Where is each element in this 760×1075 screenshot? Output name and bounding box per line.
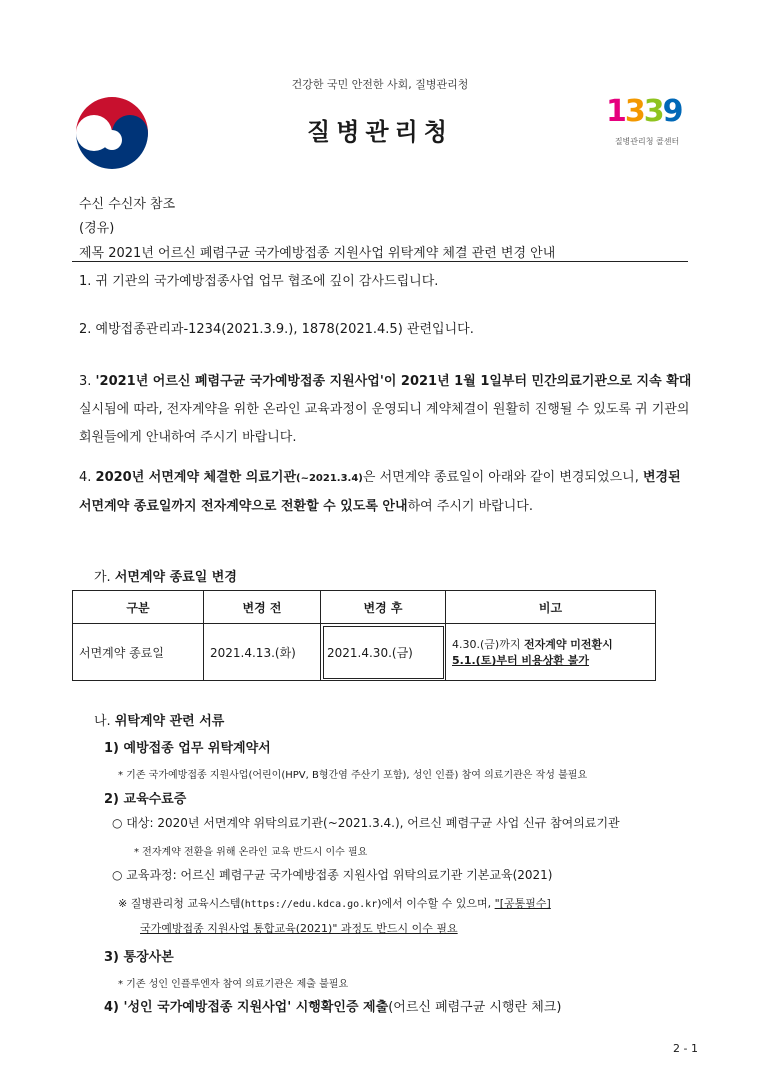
table-header-row [73, 591, 656, 624]
paragraph-4-emphasis: 2020년 서면계약 체결한 의료기관 [95, 470, 297, 485]
slogan: 건강한 국민 안전한 사회, 질병관리청 [291, 78, 469, 91]
section-na-heading [94, 710, 224, 729]
recipient-line: 수신 수신자 참조 [79, 197, 176, 212]
section-na-prefix: 나. [94, 714, 111, 729]
page-number: 2 - 1 [673, 1042, 698, 1055]
item-2-target: ○ 대상: 2020년 서면계약 위탁의료기관(~2021.3.4.), 어르신 폐렴구균 사업 신규 참여의료기관 [112, 816, 620, 830]
item-3-heading: 3) 통장사본 [104, 950, 174, 965]
note-emphasis: 전자계약 미전환시 [523, 638, 613, 651]
required-course-label: "[공통필수] [494, 897, 551, 910]
table-header-note: 비고 [446, 591, 656, 624]
subject-line: 제목 2021년 어르신 폐렴구균 국가예방접종 지원사업 위탁계약 체결 관련 변경 안내 [79, 246, 556, 261]
paragraph-4-end: 하여 주시기 바랍니다. [407, 499, 533, 514]
paragraph-4-date-range: (~2021.3.4) [296, 473, 363, 484]
item-2-course: ○ 교육과정: 어르신 폐렴구균 국가예방접종 지원사업 위탁의료기관 기본교육(2021) [112, 868, 553, 882]
via-line: (경유) [79, 221, 115, 236]
required-course-name: 국가예방접종 지원사업 통합교육(2021)" 과정도 반드시 이수 필요 [140, 922, 458, 935]
item-4-title: 4) '성인 국가예방접종 지원사업' 시행확인증 제출 [104, 1000, 389, 1015]
table-header-category: 구분 [73, 591, 204, 624]
section-ga-heading [94, 566, 237, 585]
system-note-prefix: ※ 질병관리청 교육시스템( [118, 897, 245, 910]
item-1-heading: 1) 예방접종 업무 위탁계약서 [104, 741, 271, 756]
item-2-system-note [118, 892, 698, 941]
paragraph-4-text: 은 서면계약 종료일이 아래와 같이 변경되었으니, [362, 470, 643, 485]
paragraph-4 [79, 464, 694, 521]
paragraph-3-number: 3. [79, 374, 92, 389]
table-cell-note [446, 624, 656, 681]
subject-divider [72, 261, 688, 262]
table-row [73, 624, 656, 681]
paragraph-3 [79, 368, 694, 452]
paragraph-4-number: 4. [79, 470, 92, 485]
agency-name: 질병관리청 [307, 118, 453, 146]
section-na-title: 위탁계약 관련 서류 [114, 714, 225, 729]
table-cell-category: 서면계약 종료일 [73, 624, 204, 681]
item-3-note: * 기존 성인 인플루엔자 참여 의료기관은 제출 불필요 [118, 979, 349, 990]
table-cell-after: 2021.4.30.(금) [321, 624, 446, 681]
education-system-link[interactable]: https://edu.kdca.go.kr [244, 899, 378, 910]
table-header-before: 변경 전 [204, 591, 321, 624]
paragraph-4-emphasis-2: 변경된 서면계약 종료일까지 전자계약으로 전환할 수 있도록 안내 [79, 470, 681, 514]
system-note-text: )에서 이수할 수 있으며, [377, 897, 495, 910]
section-ga-title: 서면계약 종료일 변경 [114, 570, 237, 585]
contract-end-date-table [72, 590, 656, 681]
paragraph-3-emphasis: '2021년 어르신 폐렴구균 국가예방접종 지원사업'이 2021년 1월 1일부터 민간의료기관으로 지속 확대 [95, 374, 692, 389]
item-1-note: * 기존 국가예방접종 지원사업(어린이(HPV, B형간염 주산기 포함), 성인 인플) 참여 의료기관은 작성 불필요 [118, 770, 588, 781]
hotline-caption: 질병관리청 콜센터 [614, 137, 680, 146]
note-plain: 4.30.(금)까지 [452, 638, 524, 651]
item-4-detail: (어르신 폐렴구균 시행란 체크) [388, 1000, 562, 1015]
table-header-after: 변경 후 [321, 591, 446, 624]
item-2-heading: 2) 교육수료증 [104, 792, 187, 807]
table-cell-before: 2021.4.13.(화) [204, 624, 321, 681]
paragraph-3-text: 실시됨에 따라, 전자계약을 위한 온라인 교육과정이 운영되니 계약체결이 원활히 진행될 수 있도록 귀 기관의 회원들에게 안내하여 주시기 바랍니다. [79, 402, 690, 445]
item-2-target-note: * 전자계약 전환을 위해 온라인 교육 반드시 이수 필요 [134, 847, 368, 858]
paragraph-2: 2. 예방접종관리과-1234(2021.3.9.), 1878(2021.4.5) 관련입니다. [79, 322, 474, 337]
paragraph-1: 1. 귀 기관의 국가예방접종사업 업무 협조에 깊이 감사드립니다. [79, 274, 439, 289]
section-ga-prefix: 가. [94, 570, 111, 585]
note-reimbursement: 5.1.(토)부터 비용상환 불가 [452, 654, 590, 667]
item-4-heading [104, 996, 561, 1015]
hotline-logo [606, 94, 688, 174]
hotline-number: 1339 [606, 94, 682, 129]
